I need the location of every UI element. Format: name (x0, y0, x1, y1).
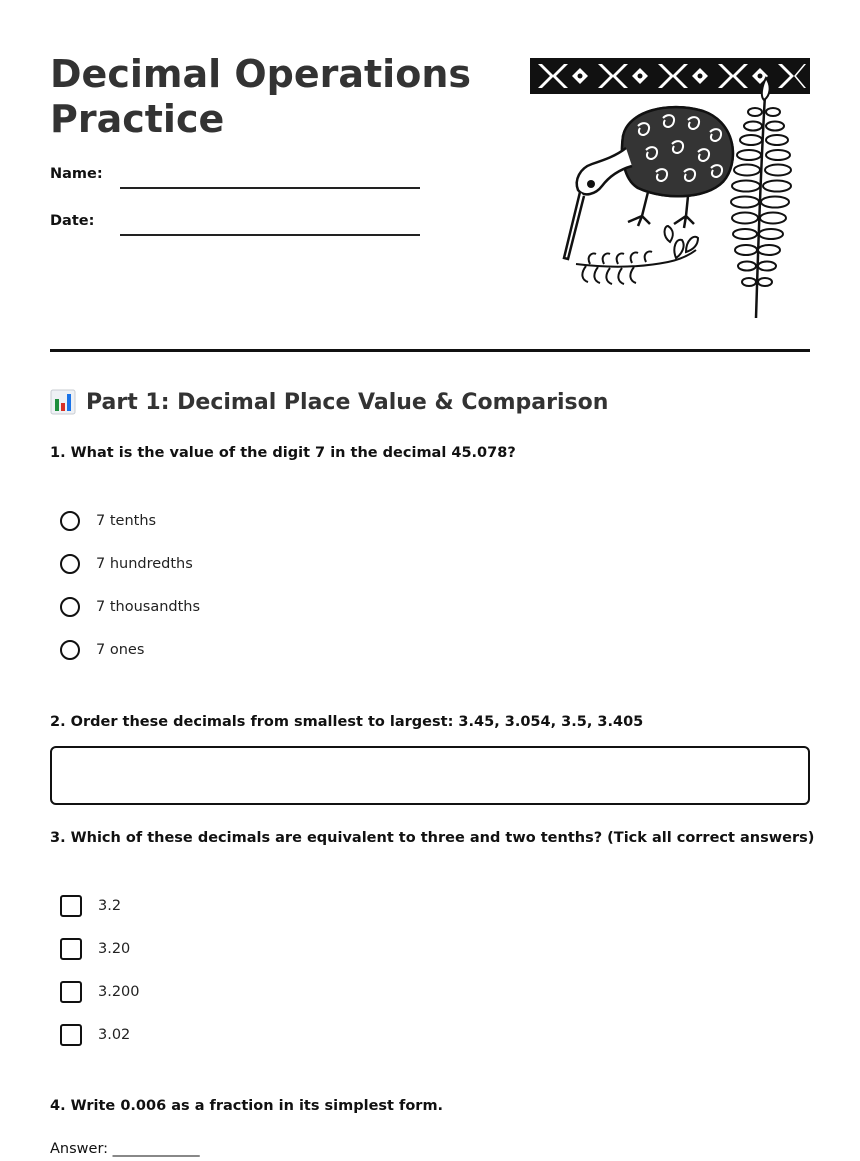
q1-option-thousandths[interactable] (60, 597, 200, 617)
option-label: 3.02 (98, 1027, 131, 1043)
date-label: Date: (50, 213, 95, 229)
option-label: 7 ones (96, 642, 145, 658)
checkbox[interactable] (60, 895, 82, 917)
radio-button[interactable] (60, 640, 80, 660)
q3-option-3-02[interactable] (60, 1024, 130, 1046)
q3-option-3-200[interactable] (60, 981, 140, 1003)
option-label: 7 hundredths (96, 556, 193, 572)
radio-button[interactable] (60, 511, 80, 531)
q2-answer-box[interactable] (50, 746, 810, 805)
q4-answer-field[interactable]: Answer: ____________ (50, 1141, 200, 1157)
sprig-icon (576, 226, 698, 284)
date-field[interactable] (120, 234, 420, 236)
radio-button[interactable] (60, 554, 80, 574)
question-2: 2. Order these decimals from smallest to largest: 3.45, 3.054, 3.5, 3.405 (50, 714, 644, 730)
worksheet-illustration (528, 56, 812, 324)
checkbox[interactable] (60, 938, 82, 960)
part1-heading (50, 389, 608, 415)
q1-option-ones[interactable] (60, 640, 144, 660)
fern-frond-icon (731, 78, 791, 318)
checkbox[interactable] (60, 1024, 82, 1046)
q1-option-tenths[interactable] (60, 511, 156, 531)
option-label: 3.200 (98, 984, 140, 1000)
kiwi-bird-icon (564, 107, 733, 259)
question-4: 4. Write 0.006 as a fraction in its simplest form. (50, 1098, 444, 1114)
q1-option-hundredths[interactable] (60, 554, 193, 574)
q3-option-3-20[interactable] (60, 938, 130, 960)
worksheet-title: Decimal Operations Practice (50, 52, 471, 141)
header-divider (50, 349, 810, 352)
option-label: 7 thousandths (96, 599, 201, 615)
option-label: 3.20 (98, 941, 131, 957)
q3-option-3-2[interactable] (60, 895, 121, 917)
question-1: 1. What is the value of the digit 7 in the decimal 45.078? (50, 445, 516, 461)
name-label: Name: (50, 166, 103, 182)
checkbox[interactable] (60, 981, 82, 1003)
option-label: 7 tenths (96, 513, 157, 529)
part1-title: Part 1: Decimal Place Value & Comparison (86, 389, 609, 415)
name-field[interactable] (120, 187, 420, 189)
question-3: 3. Which of these decimals are equivalent to three and two tenths? (Tick all correct answers) (50, 830, 815, 846)
bar-chart-icon (50, 389, 76, 415)
option-label: 3.2 (98, 898, 122, 914)
radio-button[interactable] (60, 597, 80, 617)
